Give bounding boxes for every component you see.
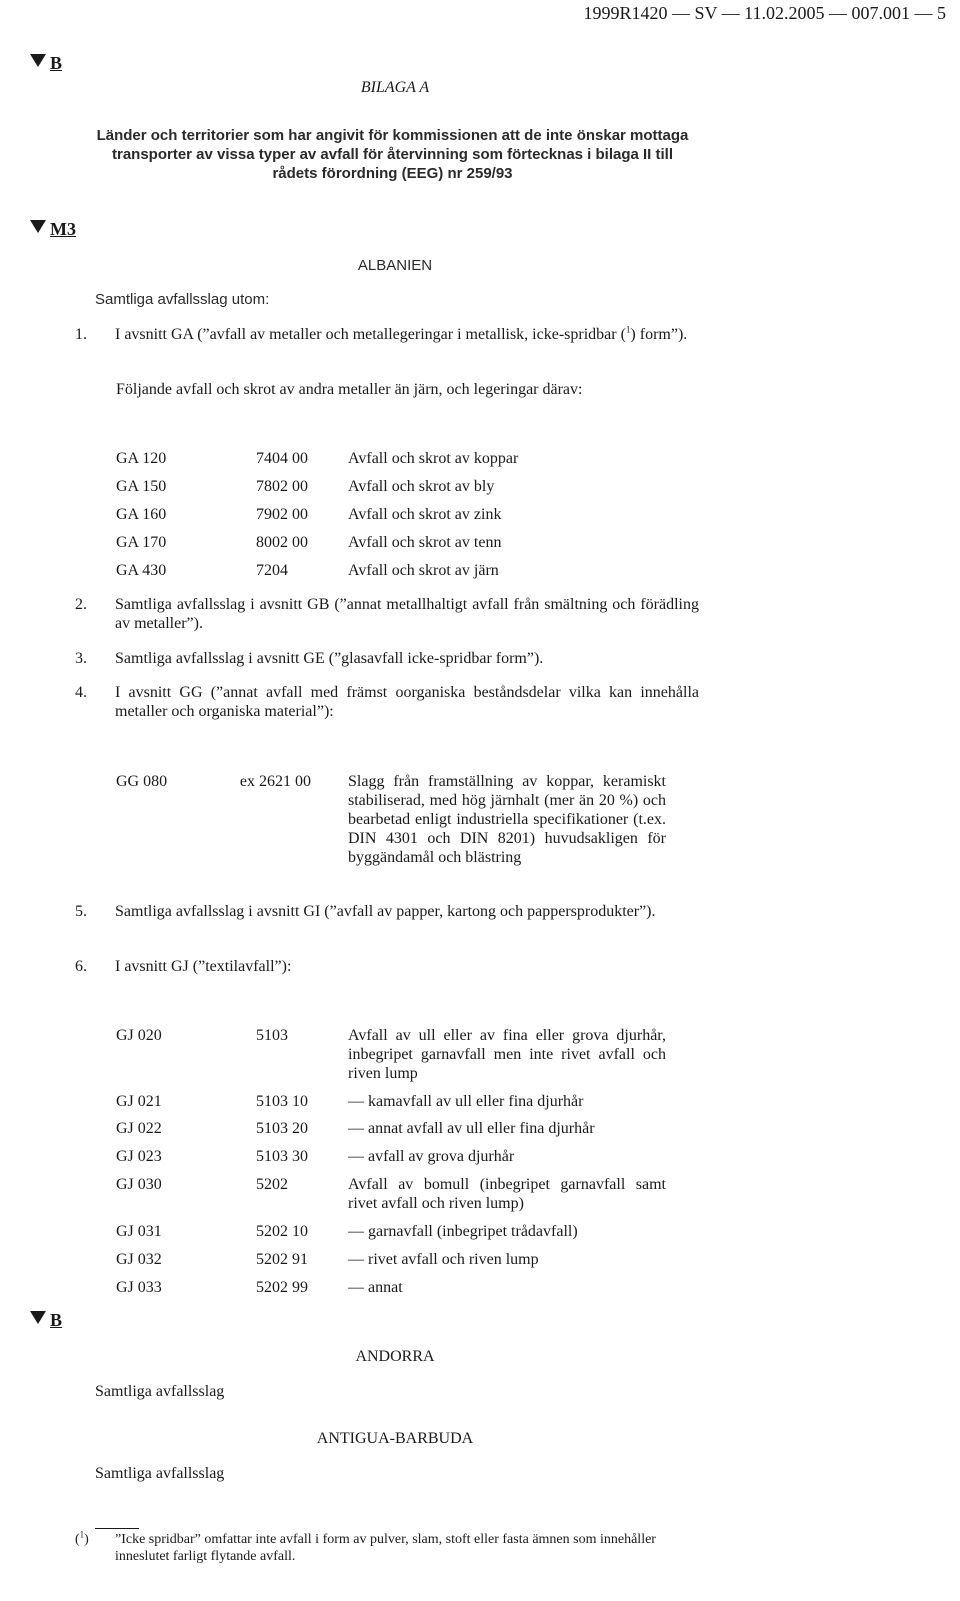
andorra-text: Samtliga avfallsslag	[95, 1383, 225, 1400]
table-row: GA 160 7902 00 Avfall och skrot av zink	[116, 506, 502, 523]
table-row: GA 150 7802 00 Avfall och skrot av bly	[116, 478, 495, 495]
table-row: GJ 032 5202 91 — rivet avfall och riven lump	[116, 1251, 539, 1268]
country-antigua-barbuda: ANTIGUA-BARBUDA	[316, 1430, 474, 1447]
triangle-down-icon	[30, 220, 46, 233]
annex-title: BILAGA A	[360, 79, 430, 96]
table-row: GJ 023 5103 30 — avfall av grova djurhår	[116, 1148, 515, 1165]
table-row: GJ 033 5202 99 — annat	[116, 1279, 403, 1296]
table-row: GA 430 7204 Avfall och skrot av järn	[116, 562, 499, 579]
antigua-text: Samtliga avfallsslag	[95, 1465, 225, 1482]
albania-item-1-sub: Följande avfall och skrot av andra metaller än järn, och legeringar därav:	[116, 381, 583, 398]
country-andorra: ANDORRA	[355, 1348, 435, 1365]
albania-item-1: 1. I avsnitt GA (”avfall av metaller och metallegeringar i metallisk, icke-spridbar ($^1$) form”).	[75, 324, 688, 343]
table-row: GJ 021 5103 10 — kamavfall av ull eller fina djurhår	[116, 1093, 584, 1110]
table-row: GJ 020 5103 Avfall av ull eller av fina eller grova djurhår, inbegripet garnavfall men inte rivet avfall och riven lump	[116, 1027, 666, 1082]
table-row: GG 080 ex 2621 00 Slagg från framställning av koppar, keramiskt stabiliserad, med hög järnhalt (mer än 20 %) och bearbetad enligt industriella specifikationer (t.ex. DIN 4301 och DIN 8201) huvudsakligen för byggändamål och blästring	[116, 773, 666, 866]
table-row: GA 120 7404 00 Avfall och skrot av koppar	[116, 450, 519, 467]
triangle-down-icon	[30, 54, 46, 67]
albania-item-3: 3. Samtliga avfallsslag i avsnitt GE (”glasavfall icke-spridbar form”).	[75, 650, 544, 667]
footnote-ref: 1	[625, 324, 631, 335]
marker-label: B	[50, 1310, 63, 1330]
marker-label: M3	[50, 219, 76, 239]
table-row: GJ 022 5103 20 — annat avfall av ull eller fina djurhår	[116, 1120, 595, 1137]
amendment-marker-b	[30, 52, 62, 74]
running-header: 1999R1420 — SV — 11.02.2005 — 007.001 — 5	[583, 3, 946, 23]
table-row: GJ 031 5202 10 — garnavfall (inbegripet trådavfall)	[116, 1223, 578, 1240]
amendment-marker-b-2	[30, 1309, 62, 1331]
triangle-down-icon	[30, 1311, 46, 1324]
albania-item-6: 6. I avsnitt GJ (”textilavfall”):	[75, 958, 292, 975]
table-row: GA 170 8002 00 Avfall och skrot av tenn	[116, 534, 502, 551]
table-row: GJ 030 5202 Avfall av bomull (inbegripet garnavfall samt rivet avfall och riven lump)	[116, 1176, 666, 1212]
albania-item-2: 2. Samtliga avfallsslag i avsnitt GB (”annat metallhaltigt avfall från smältning och förädling av metaller”).	[75, 596, 699, 632]
amendment-marker-m3	[30, 218, 76, 240]
albania-intro: Samtliga avfallsslag utom:	[95, 291, 270, 308]
annex-heading: Länder och territorier som har angivit för kommissionen att de inte önskar mottaga transporter av vissa typer av avfall för återvinning som förtecknas i bilaga II till rådets förordning (EEG) nr 259/93	[96, 127, 689, 182]
country-albania: ALBANIEN	[357, 257, 433, 274]
footnote-divider	[95, 1528, 139, 1529]
footnote: ($^1$) ”Icke spridbar” omfattar inte avfall i form av pulver, slam, stoft eller fasta ämnen som innehåller inneslutet farligt flytande avfall.	[75, 1529, 656, 1564]
marker-label: B	[50, 53, 63, 73]
albania-item-5: 5. Samtliga avfallsslag i avsnitt GI (”avfall av papper, kartong och pappersprodukter”).	[75, 903, 656, 920]
albania-item-4: 4. I avsnitt GG (”annat avfall med främst oorganiska beståndsdelar vilka kan innehålla metaller och organiska material”):	[75, 684, 699, 720]
